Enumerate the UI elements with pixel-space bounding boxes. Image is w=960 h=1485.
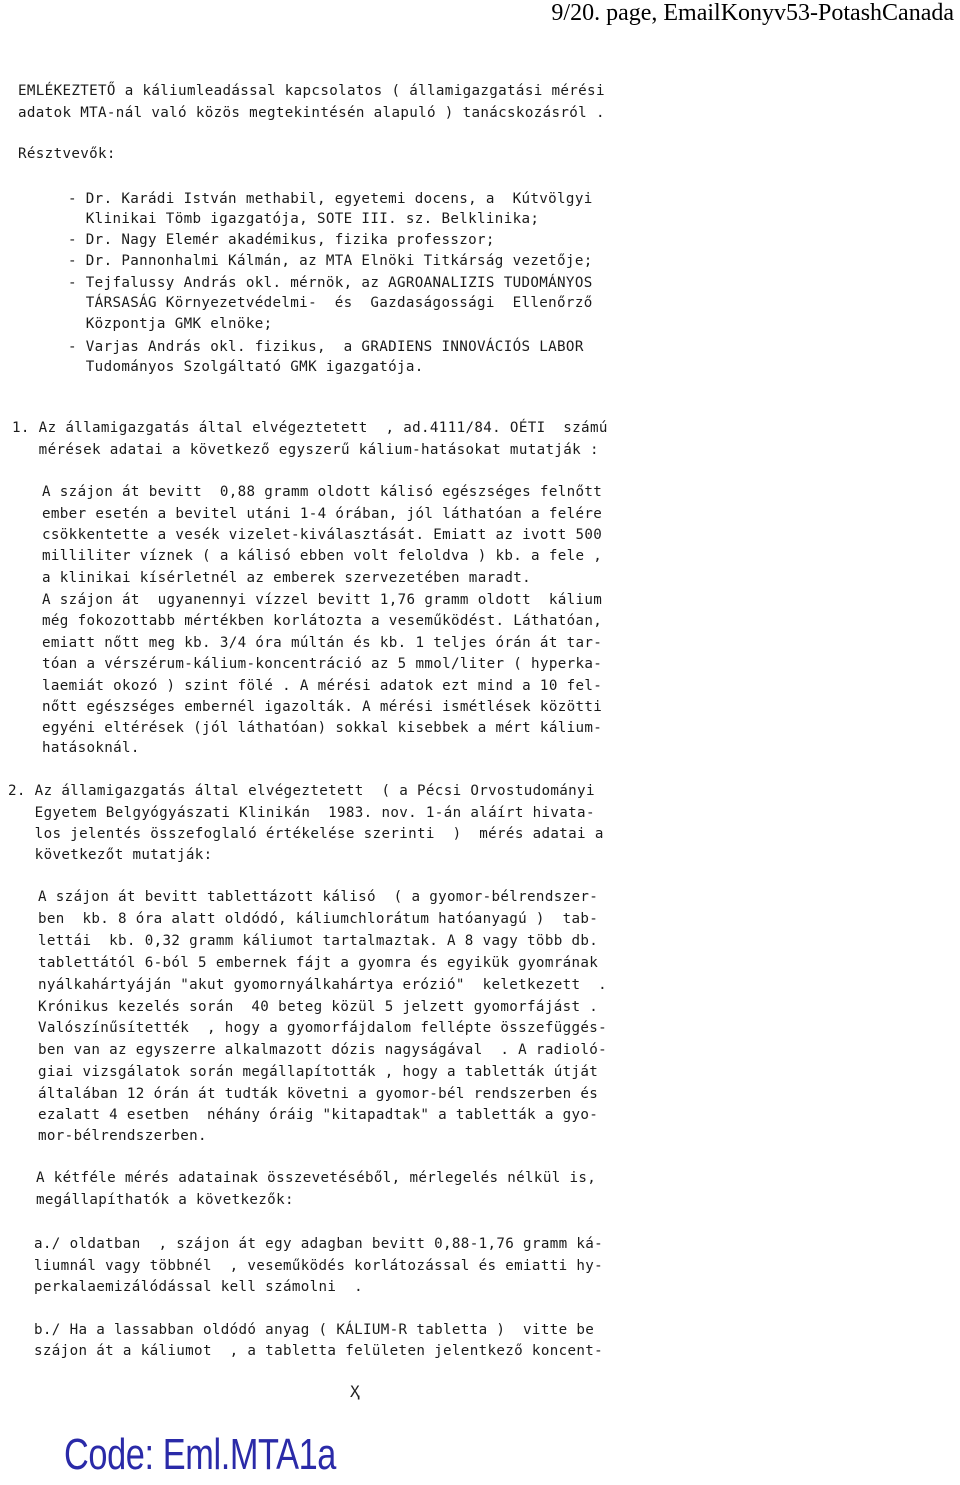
list-item-b: b./ Ha a lassabban oldódó anyag ( KÁLIUM-R tabletta ) vitte be	[34, 1322, 595, 1338]
section-2-heading: következőt mutatják:	[8, 847, 213, 863]
paragraph-line: Valószínűsítették , hogy a gyomorfájdalom fellépte összefüggés-	[38, 1020, 608, 1036]
paragraph-line: A szájon át ugyanennyi vízzel bevitt 1,76 gramm oldott kálium	[42, 592, 603, 608]
paragraph-line: A szájon át bevitt tablettázott kálisó ( a gyomor-bélrendszer-	[38, 889, 599, 905]
intro-line: EMLÉKEZTETŐ a káliumleadással kapcsolatos ( államigazgatási mérési	[18, 83, 605, 99]
paragraph-line: csökkentette a vesék vizelet-kiválasztását. Emiatt az ivott 500	[42, 527, 603, 543]
paragraph-line: tablettától 6-ból 5 embernek fájt a gyomra és egyikük gyomrának	[38, 955, 599, 971]
list-item-a: a./ oldatban , szájon át egy adagban bevitt 0,88-1,76 gramm ká-	[34, 1236, 604, 1252]
paragraph-line: Krónikus kezelés során 40 beteg közül 5 jelzett gyomorfájást .	[38, 999, 599, 1015]
paragraph-line: emiatt nőtt meg kb. 3/4 óra múltán és kb. 1 teljes órán át tar-	[42, 635, 603, 651]
list-item-a: perkalaemizálódással kell számolni .	[34, 1279, 363, 1295]
paragraph-line: nőtt egészséges embernél igazolták. A mérési ismétlések közötti	[42, 699, 603, 715]
participant-line: Tudományos Szolgáltató GMK igazgatója.	[68, 359, 424, 375]
paragraph-line: hatásoknál.	[42, 740, 140, 756]
participant-line: - Dr. Pannonhalmi Kálmán, az MTA Elnöki Titkárság vezetője;	[68, 253, 593, 269]
paragraph-line: A kétféle mérés adatainak összevetéséből, mérlegelés nélkül is,	[36, 1170, 597, 1186]
paragraph-line: lettái kb. 0,32 gramm káliumot tartalmaztak. A 8 vagy több db.	[38, 933, 599, 949]
paragraph-line: laemiát okozó ) szint fölé . A mérési adatok ezt mind a 10 fel-	[42, 678, 603, 694]
section-2-heading: los jelentés összefoglaló értékelése szerinti ) mérés adatai a	[8, 826, 604, 842]
participant-line: - Varjas András okl. fizikus, a GRADIENS INNOVÁCIÓS LABOR	[68, 339, 584, 355]
paragraph-line: tóan a vérszérum-kálium-koncentráció az 5 mmol/liter ( hyperka-	[42, 656, 603, 672]
paragraph-line: mor-bélrendszerben.	[38, 1128, 207, 1144]
list-item-a: liumnál vagy többnél , veseműködés korlátozással és emiatti hy-	[34, 1258, 604, 1274]
intro-line: adatok MTA-nál való közös megtekintésén alapuló ) tanácskozásról .	[18, 105, 605, 121]
list-item-b: szájon át a káliumot , a tabletta felületen jelentkező koncent-	[34, 1343, 604, 1359]
paragraph-line: nyálkahártyáján "akut gyomornyálkahártya erózió" keletkezett .	[38, 977, 608, 993]
paragraph-line: ember esetén a bevitel utáni 1-4 órában, jól láthatóan a felére	[42, 506, 603, 522]
participant-line: Központja GMK elnöke;	[68, 316, 273, 332]
signature-mark: Ҳ	[350, 1382, 360, 1401]
paragraph-line: ben van az egyszerre alkalmazott dózis nagyságával . A radioló-	[38, 1042, 608, 1058]
code-label: Code: Eml.MTA1a	[64, 1430, 336, 1479]
section-2-heading: Egyetem Belgyógyászati Klinikán 1983. nov. 1-án aláírt hivata-	[8, 805, 595, 821]
section-2-heading: 2. Az államigazgatás által elvégeztetett ( a Pécsi Orvostudományi	[8, 783, 595, 799]
paragraph-line: még fokozottabb mértékben korlátozta a veseműködést. Láthatóan,	[42, 613, 603, 629]
paragraph-line: milliliter víznek ( a kálisó ebben volt feloldva ) kb. a fele ,	[42, 548, 603, 564]
paragraph-line: általában 12 órán át tudták követni a gyomor-bél rendszerben és	[38, 1086, 599, 1102]
participant-line: - Dr. Nagy Elemér akadémikus, fizika professzor;	[68, 232, 495, 248]
participant-line: TÁRSASÁG Környezetvédelmi- és Gazdaságossági Ellenőrző	[68, 295, 593, 311]
participants-label: Résztvevők:	[18, 146, 116, 162]
paragraph-line: megállapíthatók a következők:	[36, 1192, 294, 1208]
paragraph-line: ben kb. 8 óra alatt oldódó, káliumchlorátum hatóanyagú ) tab-	[38, 911, 599, 927]
participant-line: - Dr. Karádi István methabil, egyetemi docens, a Kútvölgyi	[68, 191, 593, 207]
paragraph-line: egyéni eltérések (jól láthatóan) sokkal kisebbek a mért kálium-	[42, 720, 603, 736]
participant-line: Klinikai Tömb igazgatója, SOTE III. sz. Belklinika;	[68, 211, 540, 227]
participant-line: - Tejfalussy András okl. mérnök, az AGROANALIZIS TUDOMÁNYOS	[68, 275, 593, 291]
paragraph-line: giai vizsgálatok során megállapították , hogy a tabletták útját	[38, 1064, 599, 1080]
paragraph-line: a klinikai kísérletnél az emberek szervezetében maradt.	[42, 570, 532, 586]
paragraph-line: A szájon át bevitt 0,88 gramm oldott kálisó egészséges felnőtt	[42, 484, 603, 500]
paragraph-line: ezalatt 4 esetben néhány óráig "kitapadtak" a tabletták a gyo-	[38, 1107, 599, 1123]
section-1-heading: mérések adatai a következő egyszerű kálium-hatásokat mutatják :	[12, 442, 599, 458]
section-1-heading: 1. Az államigazgatás által elvégeztetett , ad.4111/84. OÉTI számú	[12, 420, 608, 436]
page-header: 9/20. page, EmailKonyv53-PotashCanada	[551, 0, 954, 26]
